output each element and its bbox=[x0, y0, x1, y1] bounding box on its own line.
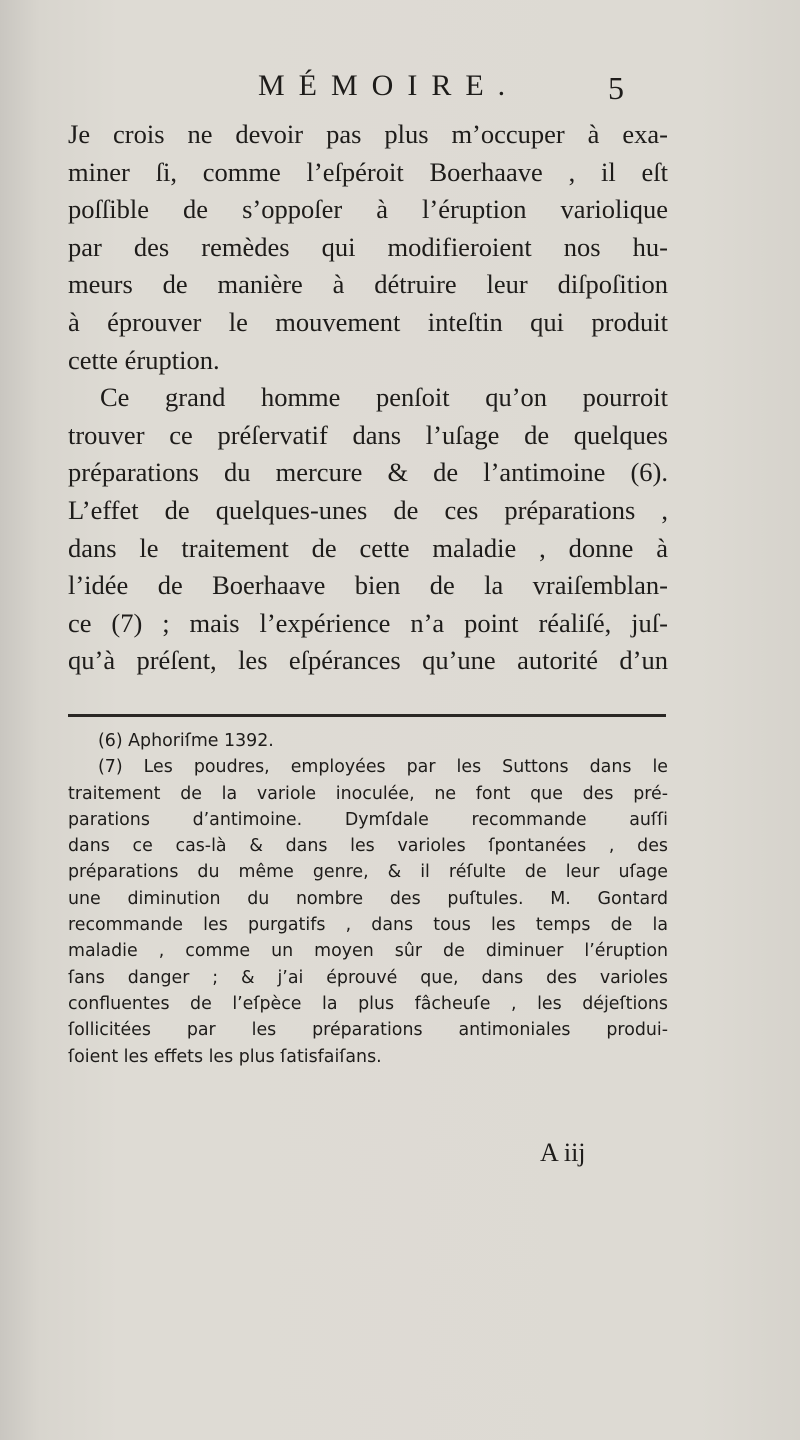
text-line: Je crois ne devoir pas plus m’occuper à exa- bbox=[68, 119, 668, 149]
text-line: meurs de manière à détruire leur diſpoſition bbox=[68, 269, 668, 300]
text-line: poſſible de s’oppoſer à l’éruption variolique bbox=[68, 194, 668, 225]
text-line: l’idée de Boerhaave bien de la vraiſemblan- bbox=[68, 570, 668, 601]
footnote-line: (7) Les poudres, employées par les Suttons dans le bbox=[98, 757, 668, 778]
text-line: Ce grand homme penſoit qu’on pourroit bbox=[100, 382, 668, 413]
footnote-line: ſans danger ; & j’ai éprouvé que, dans des varioles bbox=[68, 967, 668, 988]
footnote-line: préparations du même genre, & il réſulte de leur uſage bbox=[68, 862, 668, 883]
text-line: cette éruption. bbox=[68, 344, 220, 375]
page-number: 5 bbox=[608, 70, 624, 106]
text-line: trouver ce préſervatif dans l’uſage de quelques bbox=[68, 419, 668, 450]
text-line: ce (7) ; mais l’expérience n’a point réaliſé, juſ- bbox=[68, 607, 668, 638]
footnote-line: (6) Aphoriſme 1392. bbox=[98, 731, 274, 751]
main-text bbox=[68, 116, 668, 680]
page-header bbox=[0, 66, 800, 106]
signature-mark: A iij bbox=[540, 1138, 586, 1167]
text-line: qu’à préſent, les eſpérances qu’une autorité d’un bbox=[68, 645, 668, 676]
footnote-line: confluentes de l’eſpèce la plus fâcheuſe , les déjeſtions bbox=[68, 993, 668, 1014]
text-line: L’effet de quelques-unes de ces préparations , bbox=[68, 494, 668, 525]
footnotes bbox=[68, 728, 668, 1070]
footnote-line: maladie , comme un moyen sûr de diminuer l’éruption bbox=[68, 941, 668, 962]
text-line: à éprouver le mouvement inteſtin qui produit bbox=[68, 306, 668, 337]
footnote-line: dans ce cas-là & dans les varioles ſpontanées , des bbox=[68, 836, 668, 857]
footnote-line: recommande les purgatifs , dans tous les temps de la bbox=[68, 915, 668, 936]
footnote-line: ſoient les effets les plus ſatisfaiſans. bbox=[68, 1046, 382, 1067]
footnote-line: ſollicitées par les préparations antimoniales produi- bbox=[68, 1020, 668, 1041]
running-title: MÉMOIRE. bbox=[258, 69, 520, 102]
text-line: miner ſi, comme l’eſpéroit Boerhaave , il eſt bbox=[68, 156, 668, 187]
footnote-divider bbox=[68, 714, 666, 717]
footnote-line: une diminution du nombre des puſtules. M. Gontard bbox=[68, 888, 668, 909]
text-line: par des remèdes qui modifieroient nos hu- bbox=[68, 231, 668, 262]
text-line: préparations du mercure & de l’antimoine (6). bbox=[68, 457, 668, 488]
footnote-line: parations d’antimoine. Dymſdale recommande auſſi bbox=[68, 809, 668, 830]
text-line: dans le traitement de cette maladie , donne à bbox=[68, 532, 668, 563]
footnote-line: traitement de la variole inoculée, ne font que des pré- bbox=[68, 783, 668, 804]
